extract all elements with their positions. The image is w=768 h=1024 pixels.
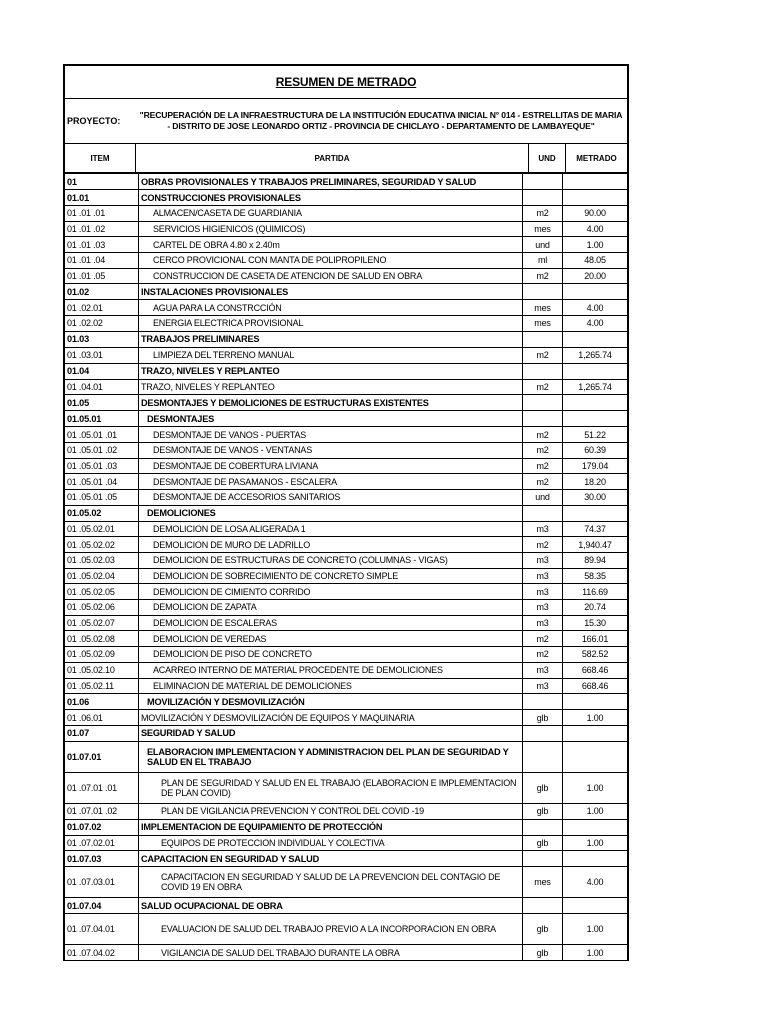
row-partida-cell: DESMONTAJE DE VANOS - VENTANAS — [139, 442, 523, 458]
table-row — [65, 347, 627, 363]
row-partida-cell: DEMOLICION DE LOSA ALIGERADA 1 — [139, 521, 523, 537]
row-und-cell: m2 — [523, 474, 563, 490]
row-partida-cell: CAPACITACION EN SEGURIDAD Y SALUD DE LA PREVENCION DEL CONTAGIO DE COVID 19 EN OBRA — [139, 867, 523, 898]
row-item-cell: 01 .05.02.08 — [65, 631, 139, 647]
row-metrado-cell: 179.04 — [563, 458, 628, 474]
table-row — [65, 835, 627, 851]
row-metrado-cell: 4.00 — [563, 316, 628, 332]
row-metrado-cell — [563, 395, 628, 411]
table-row — [65, 206, 627, 222]
row-partida-cell: EVALUACION DE SALUD DEL TRABAJO PREVIO A LA INCORPORACION EN OBRA — [139, 914, 523, 945]
table-row — [65, 411, 627, 427]
row-partida-cell: DEMOLICION DE VEREDAS — [139, 631, 523, 647]
row-metrado-cell: 1.00 — [563, 710, 628, 726]
row-metrado-cell — [563, 411, 628, 427]
row-metrado-cell: 4.00 — [563, 221, 628, 237]
row-metrado-cell: 668.46 — [563, 662, 628, 678]
row-metrado-cell: 90.00 — [563, 206, 628, 222]
row-item-cell: 01 .01 .04 — [65, 253, 139, 269]
table-row — [65, 300, 627, 316]
row-metrado-cell: 4.00 — [563, 867, 628, 898]
row-metrado-cell: 20.00 — [563, 268, 628, 284]
table-row — [65, 741, 627, 772]
table-row — [65, 600, 627, 616]
row-metrado-cell: 1.00 — [563, 772, 628, 803]
row-und-cell — [523, 411, 563, 427]
row-item-cell: 01 .05.02.06 — [65, 600, 139, 616]
row-partida-cell: TRAZO, NIVELES Y REPLANTEO — [139, 363, 523, 379]
row-partida-cell: PLAN DE SEGURIDAD Y SALUD EN EL TRABAJO (ELABORACION E IMPLEMENTACION DE PLAN COVID) — [139, 772, 523, 803]
row-und-cell — [523, 725, 563, 741]
row-und-cell — [523, 174, 563, 190]
row-item-cell: 01 .05.02.03 — [65, 553, 139, 569]
row-item-cell: 01 .05.01 .02 — [65, 442, 139, 458]
row-partida-cell: LIMPIEZA DEL TERRENO MANUAL — [139, 347, 523, 363]
row-metrado-cell: 30.00 — [563, 489, 628, 505]
row-item-cell: 01 .05.01 .04 — [65, 474, 139, 490]
table-row — [65, 584, 627, 600]
row-und-cell: m3 — [523, 568, 563, 584]
row-und-cell: m2 — [523, 379, 563, 395]
row-und-cell: glb — [523, 803, 563, 819]
row-item-cell: 01 — [65, 174, 139, 190]
row-metrado-cell: 18.20 — [563, 474, 628, 490]
row-und-cell: m3 — [523, 662, 563, 678]
row-partida-cell: DESMONTAJE DE VANOS - PUERTAS — [139, 427, 523, 443]
row-metrado-cell: 1.00 — [563, 945, 628, 961]
row-und-cell: mes — [523, 221, 563, 237]
row-und-cell: glb — [523, 945, 563, 961]
row-metrado-cell: 51.22 — [563, 427, 628, 443]
row-und-cell: mes — [523, 867, 563, 898]
row-partida-cell: CAPACITACION EN SEGURIDAD Y SALUD — [139, 851, 523, 867]
row-partida-cell: ENERGIA ELECTRICA PROVISIONAL — [139, 316, 523, 332]
row-item-cell: 01 .03.01 — [65, 347, 139, 363]
row-metrado-cell: 15.30 — [563, 615, 628, 631]
row-metrado-cell: 1.00 — [563, 914, 628, 945]
row-partida-cell: DEMOLICIONES — [139, 505, 523, 521]
table-row — [65, 190, 627, 206]
row-metrado-cell — [563, 174, 628, 190]
title-row — [65, 66, 627, 99]
row-item-cell: 01 .05.02.07 — [65, 615, 139, 631]
row-und-cell — [523, 505, 563, 521]
row-und-cell: m2 — [523, 427, 563, 443]
row-metrado-cell: 4.00 — [563, 300, 628, 316]
row-item-cell: 01.01 — [65, 190, 139, 206]
row-partida-cell: MOVILIZACIÓN Y DESMOVILIZACIÓN — [139, 694, 523, 710]
row-item-cell: 01 .07.03.01 — [65, 867, 139, 898]
project-description: "RECUPERACIÓN DE LA INFRAESTRUCTURA DE LA INSTITUCIÓN EDUCATIVA INICIAL N° 014 - ESTRELLITAS DE MARIA - DISTRITO DE JOSE LEONARDO ORTIZ - PROVINCIA DE CHICLAYO - DEPARTAMENTO DE LAMBAYEQUE" — [139, 110, 623, 131]
table-row — [65, 694, 627, 710]
row-partida-cell: ALMACEN/CASETA DE GUARDIANIA — [139, 206, 523, 222]
row-item-cell: 01.03 — [65, 331, 139, 347]
row-und-cell: glb — [523, 772, 563, 803]
row-und-cell: und — [523, 489, 563, 505]
row-metrado-cell: 1,940.47 — [563, 537, 628, 553]
row-item-cell: 01 .05.02.11 — [65, 678, 139, 694]
row-metrado-cell: 166.01 — [563, 631, 628, 647]
row-partida-cell: CONSTRUCCIONES PROVISIONALES — [139, 190, 523, 206]
row-item-cell: 01.07.01 — [65, 741, 139, 772]
row-partida-cell: VIGILANCIA DE SALUD DEL TRABAJO DURANTE LA OBRA — [139, 945, 523, 961]
row-partida-cell: PLAN DE VIGILANCIA PREVENCION Y CONTROL DEL COVID -19 — [139, 803, 523, 819]
table-row — [65, 678, 627, 694]
row-item-cell: 01 .01 .01 — [65, 206, 139, 222]
row-item-cell: 01.05.02 — [65, 505, 139, 521]
row-item-cell: 01 .05.01 .01 — [65, 427, 139, 443]
row-metrado-cell: 1.00 — [563, 803, 628, 819]
row-und-cell: m2 — [523, 458, 563, 474]
row-und-cell — [523, 898, 563, 914]
row-item-cell: 01 .05.01 .03 — [65, 458, 139, 474]
row-partida-cell: INSTALACIONES PROVISIONALES — [139, 284, 523, 300]
row-und-cell — [523, 190, 563, 206]
row-und-cell: m2 — [523, 268, 563, 284]
row-und-cell — [523, 331, 563, 347]
metrado-sheet — [63, 64, 629, 961]
row-partida-cell: DESMONTAJES — [139, 411, 523, 427]
table-row — [65, 772, 627, 803]
row-item-cell: 01 .07.01 .02 — [65, 803, 139, 819]
table-row — [65, 803, 627, 819]
row-item-cell: 01 .05.02.02 — [65, 537, 139, 553]
row-metrado-cell — [563, 819, 628, 835]
row-und-cell: m3 — [523, 678, 563, 694]
row-und-cell: m2 — [523, 347, 563, 363]
row-item-cell: 01.05.01 — [65, 411, 139, 427]
column-header-und: UND — [529, 144, 566, 172]
row-partida-cell: DESMONTAJES Y DEMOLICIONES DE ESTRUCTURAS EXISTENTES — [139, 395, 523, 411]
row-und-cell: m2 — [523, 442, 563, 458]
row-und-cell — [523, 363, 563, 379]
row-partida-cell: DESMONTAJE DE ACCESORIOS SANITARIOS — [139, 489, 523, 505]
table-row — [65, 710, 627, 726]
row-partida-cell: DESMONTAJE DE COBERTURA LIVIANA — [139, 458, 523, 474]
column-header-partida: PARTIDA — [136, 144, 529, 172]
row-metrado-cell — [563, 190, 628, 206]
table-row — [65, 458, 627, 474]
row-metrado-cell — [563, 331, 628, 347]
table-row — [65, 174, 627, 190]
row-partida-cell: SEGURIDAD Y SALUD — [139, 725, 523, 741]
table-row — [65, 631, 627, 647]
row-und-cell: ml — [523, 253, 563, 269]
row-metrado-cell: 48.05 — [563, 253, 628, 269]
project-label: PROYECTO: — [67, 116, 121, 126]
row-und-cell: glb — [523, 710, 563, 726]
row-und-cell: m2 — [523, 206, 563, 222]
row-item-cell: 01 .05.02.09 — [65, 647, 139, 663]
row-metrado-cell: 1.00 — [563, 835, 628, 851]
table-row — [65, 819, 627, 835]
row-item-cell: 01.07.04 — [65, 898, 139, 914]
column-header-row — [65, 144, 627, 174]
row-partida-cell: DEMOLICION DE ESTRUCTURAS DE CONCRETO (COLUMNAS - VIGAS) — [139, 553, 523, 569]
table-row — [65, 521, 627, 537]
row-partida-cell: DEMOLICION DE ESCALERAS — [139, 615, 523, 631]
row-metrado-cell — [563, 284, 628, 300]
row-und-cell: m3 — [523, 600, 563, 616]
row-metrado-cell — [563, 725, 628, 741]
row-partida-cell: DEMOLICION DE CIMIENTO CORRIDO — [139, 584, 523, 600]
row-item-cell: 01 .02.02 — [65, 316, 139, 332]
row-und-cell: mes — [523, 316, 563, 332]
row-und-cell: m3 — [523, 584, 563, 600]
row-item-cell: 01 .05.02.10 — [65, 662, 139, 678]
table-row — [65, 268, 627, 284]
row-metrado-cell: 1,265.74 — [563, 347, 628, 363]
row-partida-cell: IMPLEMENTACION DE EQUIPAMIENTO DE PROTECCIÓN — [139, 819, 523, 835]
column-header-metrado: METRADO — [576, 153, 617, 163]
table-row — [65, 427, 627, 443]
row-metrado-cell: 1,265.74 — [563, 379, 628, 395]
table-row — [65, 615, 627, 631]
row-item-cell: 01 .07.01 .01 — [65, 772, 139, 803]
table-row — [65, 316, 627, 332]
table-row — [65, 898, 627, 914]
row-metrado-cell — [563, 505, 628, 521]
row-partida-cell: DEMOLICION DE ZAPATA — [139, 600, 523, 616]
row-metrado-cell: 116.69 — [563, 584, 628, 600]
row-metrado-cell: 60.39 — [563, 442, 628, 458]
row-partida-cell: MOVILIZACIÓN Y DESMOVILIZACIÓN DE EQUIPOS Y MAQUINARIA — [139, 710, 523, 726]
row-und-cell — [523, 851, 563, 867]
row-metrado-cell — [563, 694, 628, 710]
metrado-table-body — [65, 174, 627, 960]
row-partida-cell: DESMONTAJE DE PASAMANOS - ESCALERA — [139, 474, 523, 490]
table-row — [65, 553, 627, 569]
row-item-cell: 01.04 — [65, 363, 139, 379]
row-item-cell: 01 .02.01 — [65, 300, 139, 316]
row-metrado-cell: 668.46 — [563, 678, 628, 694]
page-title: RESUMEN DE METRADO — [275, 75, 417, 89]
table-row — [65, 253, 627, 269]
row-partida-cell: CONSTRUCCION DE CASETA DE ATENCION DE SALUD EN OBRA — [139, 268, 523, 284]
row-partida-cell: ELIMINACION DE MATERIAL DE DEMOLICIONES — [139, 678, 523, 694]
row-und-cell — [523, 395, 563, 411]
row-und-cell: m2 — [523, 537, 563, 553]
table-row — [65, 237, 627, 253]
table-row — [65, 662, 627, 678]
row-und-cell: m2 — [523, 631, 563, 647]
row-item-cell: 01 .07.04.01 — [65, 914, 139, 945]
row-partida-cell: OBRAS PROVISIONALES Y TRABAJOS PRELIMINARES, SEGURIDAD Y SALUD — [139, 174, 523, 190]
row-item-cell: 01 .01 .05 — [65, 268, 139, 284]
row-metrado-cell: 1.00 — [563, 237, 628, 253]
row-partida-cell: DEMOLICION DE SOBRECIMIENTO DE CONCRETO SIMPLE — [139, 568, 523, 584]
row-partida-cell: AGUA PARA LA CONSTRCCIÓN — [139, 300, 523, 316]
row-item-cell: 01 .01 .02 — [65, 221, 139, 237]
table-row — [65, 568, 627, 584]
row-item-cell: 01.02 — [65, 284, 139, 300]
table-row — [65, 851, 627, 867]
table-row — [65, 474, 627, 490]
row-item-cell: 01 .05.02.04 — [65, 568, 139, 584]
table-row — [65, 725, 627, 741]
table-row — [65, 537, 627, 553]
row-item-cell: 01 .04.01 — [65, 379, 139, 395]
row-item-cell: 01 .05.02.05 — [65, 584, 139, 600]
row-partida-cell: SERVICIOS HIGIENICOS (QUIMICOS) — [139, 221, 523, 237]
table-row — [65, 395, 627, 411]
metrado-table — [65, 174, 627, 961]
project-row — [65, 99, 627, 144]
table-row — [65, 221, 627, 237]
row-und-cell: m3 — [523, 615, 563, 631]
row-und-cell: m3 — [523, 521, 563, 537]
row-und-cell: mes — [523, 300, 563, 316]
row-metrado-cell: 582.52 — [563, 647, 628, 663]
table-row — [65, 284, 627, 300]
table-row — [65, 489, 627, 505]
table-row — [65, 442, 627, 458]
table-row — [65, 363, 627, 379]
row-und-cell — [523, 284, 563, 300]
row-metrado-cell — [563, 363, 628, 379]
table-row — [65, 647, 627, 663]
row-und-cell — [523, 694, 563, 710]
row-partida-cell: TRABAJOS PRELIMINARES — [139, 331, 523, 347]
row-und-cell: glb — [523, 914, 563, 945]
row-item-cell: 01.07.03 — [65, 851, 139, 867]
row-metrado-cell: 58.35 — [563, 568, 628, 584]
row-und-cell — [523, 741, 563, 772]
table-row — [65, 867, 627, 898]
row-metrado-cell — [563, 851, 628, 867]
row-und-cell — [523, 819, 563, 835]
row-item-cell: 01.06 — [65, 694, 139, 710]
row-partida-cell: ELABORACION IMPLEMENTACION Y ADMINISTRACION DEL PLAN DE SEGURIDAD Y SALUD EN EL TRABAJO — [139, 741, 523, 772]
row-item-cell: 01 .05.02.01 — [65, 521, 139, 537]
row-partida-cell: CERCO PROVICIONAL CON MANTA DE POLIPROPILENO — [139, 253, 523, 269]
table-row — [65, 379, 627, 395]
table-row — [65, 945, 627, 961]
row-metrado-cell: 74.37 — [563, 521, 628, 537]
table-row — [65, 331, 627, 347]
row-partida-cell: CARTEL DE OBRA 4.80 x 2.40m — [139, 237, 523, 253]
row-item-cell: 01 .07.04.02 — [65, 945, 139, 961]
row-item-cell: 01 .06.01 — [65, 710, 139, 726]
row-partida-cell: ACARREO INTERNO DE MATERIAL PROCEDENTE DE DEMOLICIONES — [139, 662, 523, 678]
row-item-cell: 01 .07.02.01 — [65, 835, 139, 851]
row-metrado-cell: 20.74 — [563, 600, 628, 616]
row-und-cell: m2 — [523, 647, 563, 663]
row-metrado-cell: 89.94 — [563, 553, 628, 569]
row-metrado-cell — [563, 898, 628, 914]
row-item-cell: 01.05 — [65, 395, 139, 411]
row-partida-cell: SALUD OCUPACIONAL DE OBRA — [139, 898, 523, 914]
row-partida-cell: TRAZO, NIVELES Y REPLANTEO — [139, 379, 523, 395]
table-row — [65, 914, 627, 945]
row-metrado-cell — [563, 741, 628, 772]
row-item-cell: 01.07 — [65, 725, 139, 741]
row-und-cell: m3 — [523, 553, 563, 569]
row-partida-cell: DEMOLICION DE PISO DE CONCRETO — [139, 647, 523, 663]
row-item-cell: 01 .01 .03 — [65, 237, 139, 253]
row-item-cell: 01 .05.01 .05 — [65, 489, 139, 505]
row-item-cell: 01.07.02 — [65, 819, 139, 835]
row-und-cell: und — [523, 237, 563, 253]
column-header-item: ITEM — [65, 144, 136, 172]
table-row — [65, 505, 627, 521]
row-partida-cell: DEMOLICION DE MURO DE LADRILLO — [139, 537, 523, 553]
row-und-cell: glb — [523, 835, 563, 851]
row-partida-cell: EQUIPOS DE PROTECCION INDIVIDUAL Y COLECTIVA — [139, 835, 523, 851]
